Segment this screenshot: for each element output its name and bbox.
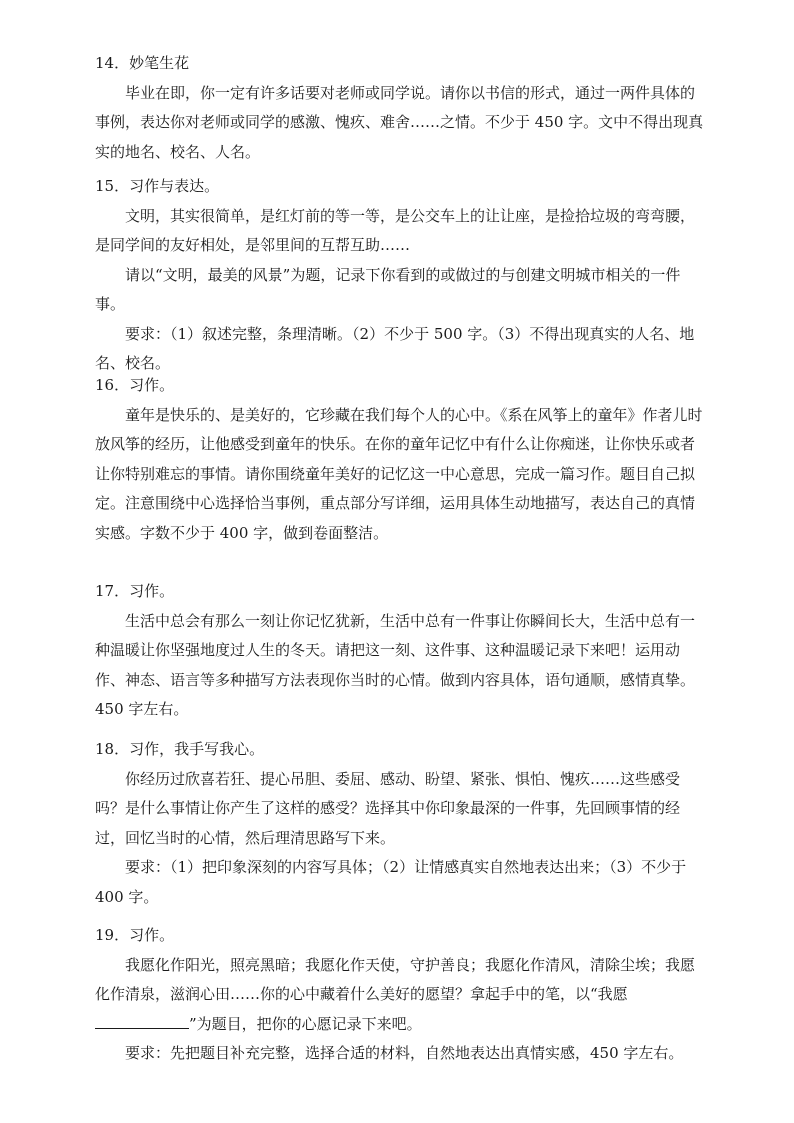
question-paragraph: 生活中总会有那么一刻让你记忆犹新，生活中总有一件事让你瞬间长大，生活中总有一种温暖让你坚强地度过人生的冬天。请把这一刻、这件事、这种温暖记录下来吧！运用动作、神态、语言等多种描写方法表现你当时的心情。做到内容具体，语句通顺，感情真挚。450 字左右。 (95, 611, 696, 718)
question-paragraph: 文明，其实很简单，是红灯前的等一等，是公交车上的让让座，是捡拾垃圾的弯弯腰，是同学间的友好相处，是邻里间的互帮互助…… (95, 206, 696, 254)
question-14 (95, 49, 707, 167)
question-title: 17．习作。 (95, 582, 175, 600)
question-requirement: 要求：（1）叙述完整，条理清晰。（2）不少于 500 字。（3）不得出现真实的人名、地名、校名。 (95, 324, 695, 372)
question-title: 14．妙笔生花 (95, 54, 190, 72)
paragraph-text-before-blank: 我愿化作阳光，照亮黑暗；我愿化作天使，守护善良；我愿化作清风，清除尘埃；我愿化作清泉，滋润心田……你的心中藏着什么美好的愿望？拿起手中的笔，以“我愿 (95, 955, 696, 1003)
fill-in-blank (95, 1010, 189, 1029)
question-paragraph: 你经历过欣喜若狂、提心吊胆、委屈、感动、盼望、紧张、惧怕、愧疚……这些感受吗？是什么事情让你产生了这样的感受？选择其中你印象最深的一件事，先回顾事情的经过，回忆当时的心情，然后理清思路写下来。 (95, 769, 681, 847)
question-title: 16．习作。 (95, 376, 175, 394)
question-requirement: 要求：（1）把印象深刻的内容写具体；（2）让情感真实自然地表达出来；（3）不少于 400 字。 (95, 858, 687, 906)
question-17 (95, 577, 707, 725)
question-title: 19．习作。 (95, 926, 175, 944)
question-18 (95, 735, 707, 912)
question-15 (95, 172, 707, 379)
question-title: 15．习作与表达。 (95, 177, 220, 195)
question-16 (95, 371, 707, 548)
question-requirement: 要求：先把题目补充完整，选择合适的材料，自然地表达出真情实感，450 字左右。 (125, 1044, 684, 1062)
question-paragraph (95, 951, 707, 1040)
question-19 (95, 921, 707, 1069)
question-paragraph: 毕业在即，你一定有许多话要对老师或同学说。请你以书信的形式，通过一两件具体的事例，表达你对老师或同学的感激、愧疚、难舍……之情。不少于 450 字。文中不得出现真实的地名、校名、人名。 (95, 83, 704, 161)
question-paragraph: 童年是快乐的、是美好的，它珍藏在我们每个人的心中。《系在风筝上的童年》作者儿时放风筝的经历，让他感受到童年的快乐。在你的童年记忆中有什么让你痴迷，让你快乐或者让你特别难忘的事情。请你围绕童年美好的记忆这一中心意思，完成一篇习作。题目自己拟定。注意围绕中心选择恰当事例，重点部分写详细，运用具体生动地描写，表达自己的真情实感。字数不少于 400 字，做到卷面整洁。 (95, 405, 703, 542)
paragraph-text-after-blank: ”为题目，把你的心愿记录下来吧。 (189, 1014, 422, 1033)
question-title: 18．习作，我手写我心。 (95, 740, 265, 758)
question-paragraph: 请以“文明，最美的风景”为题，记录下你看到的或做过的与创建文明城市相关的一件事。 (95, 265, 681, 313)
